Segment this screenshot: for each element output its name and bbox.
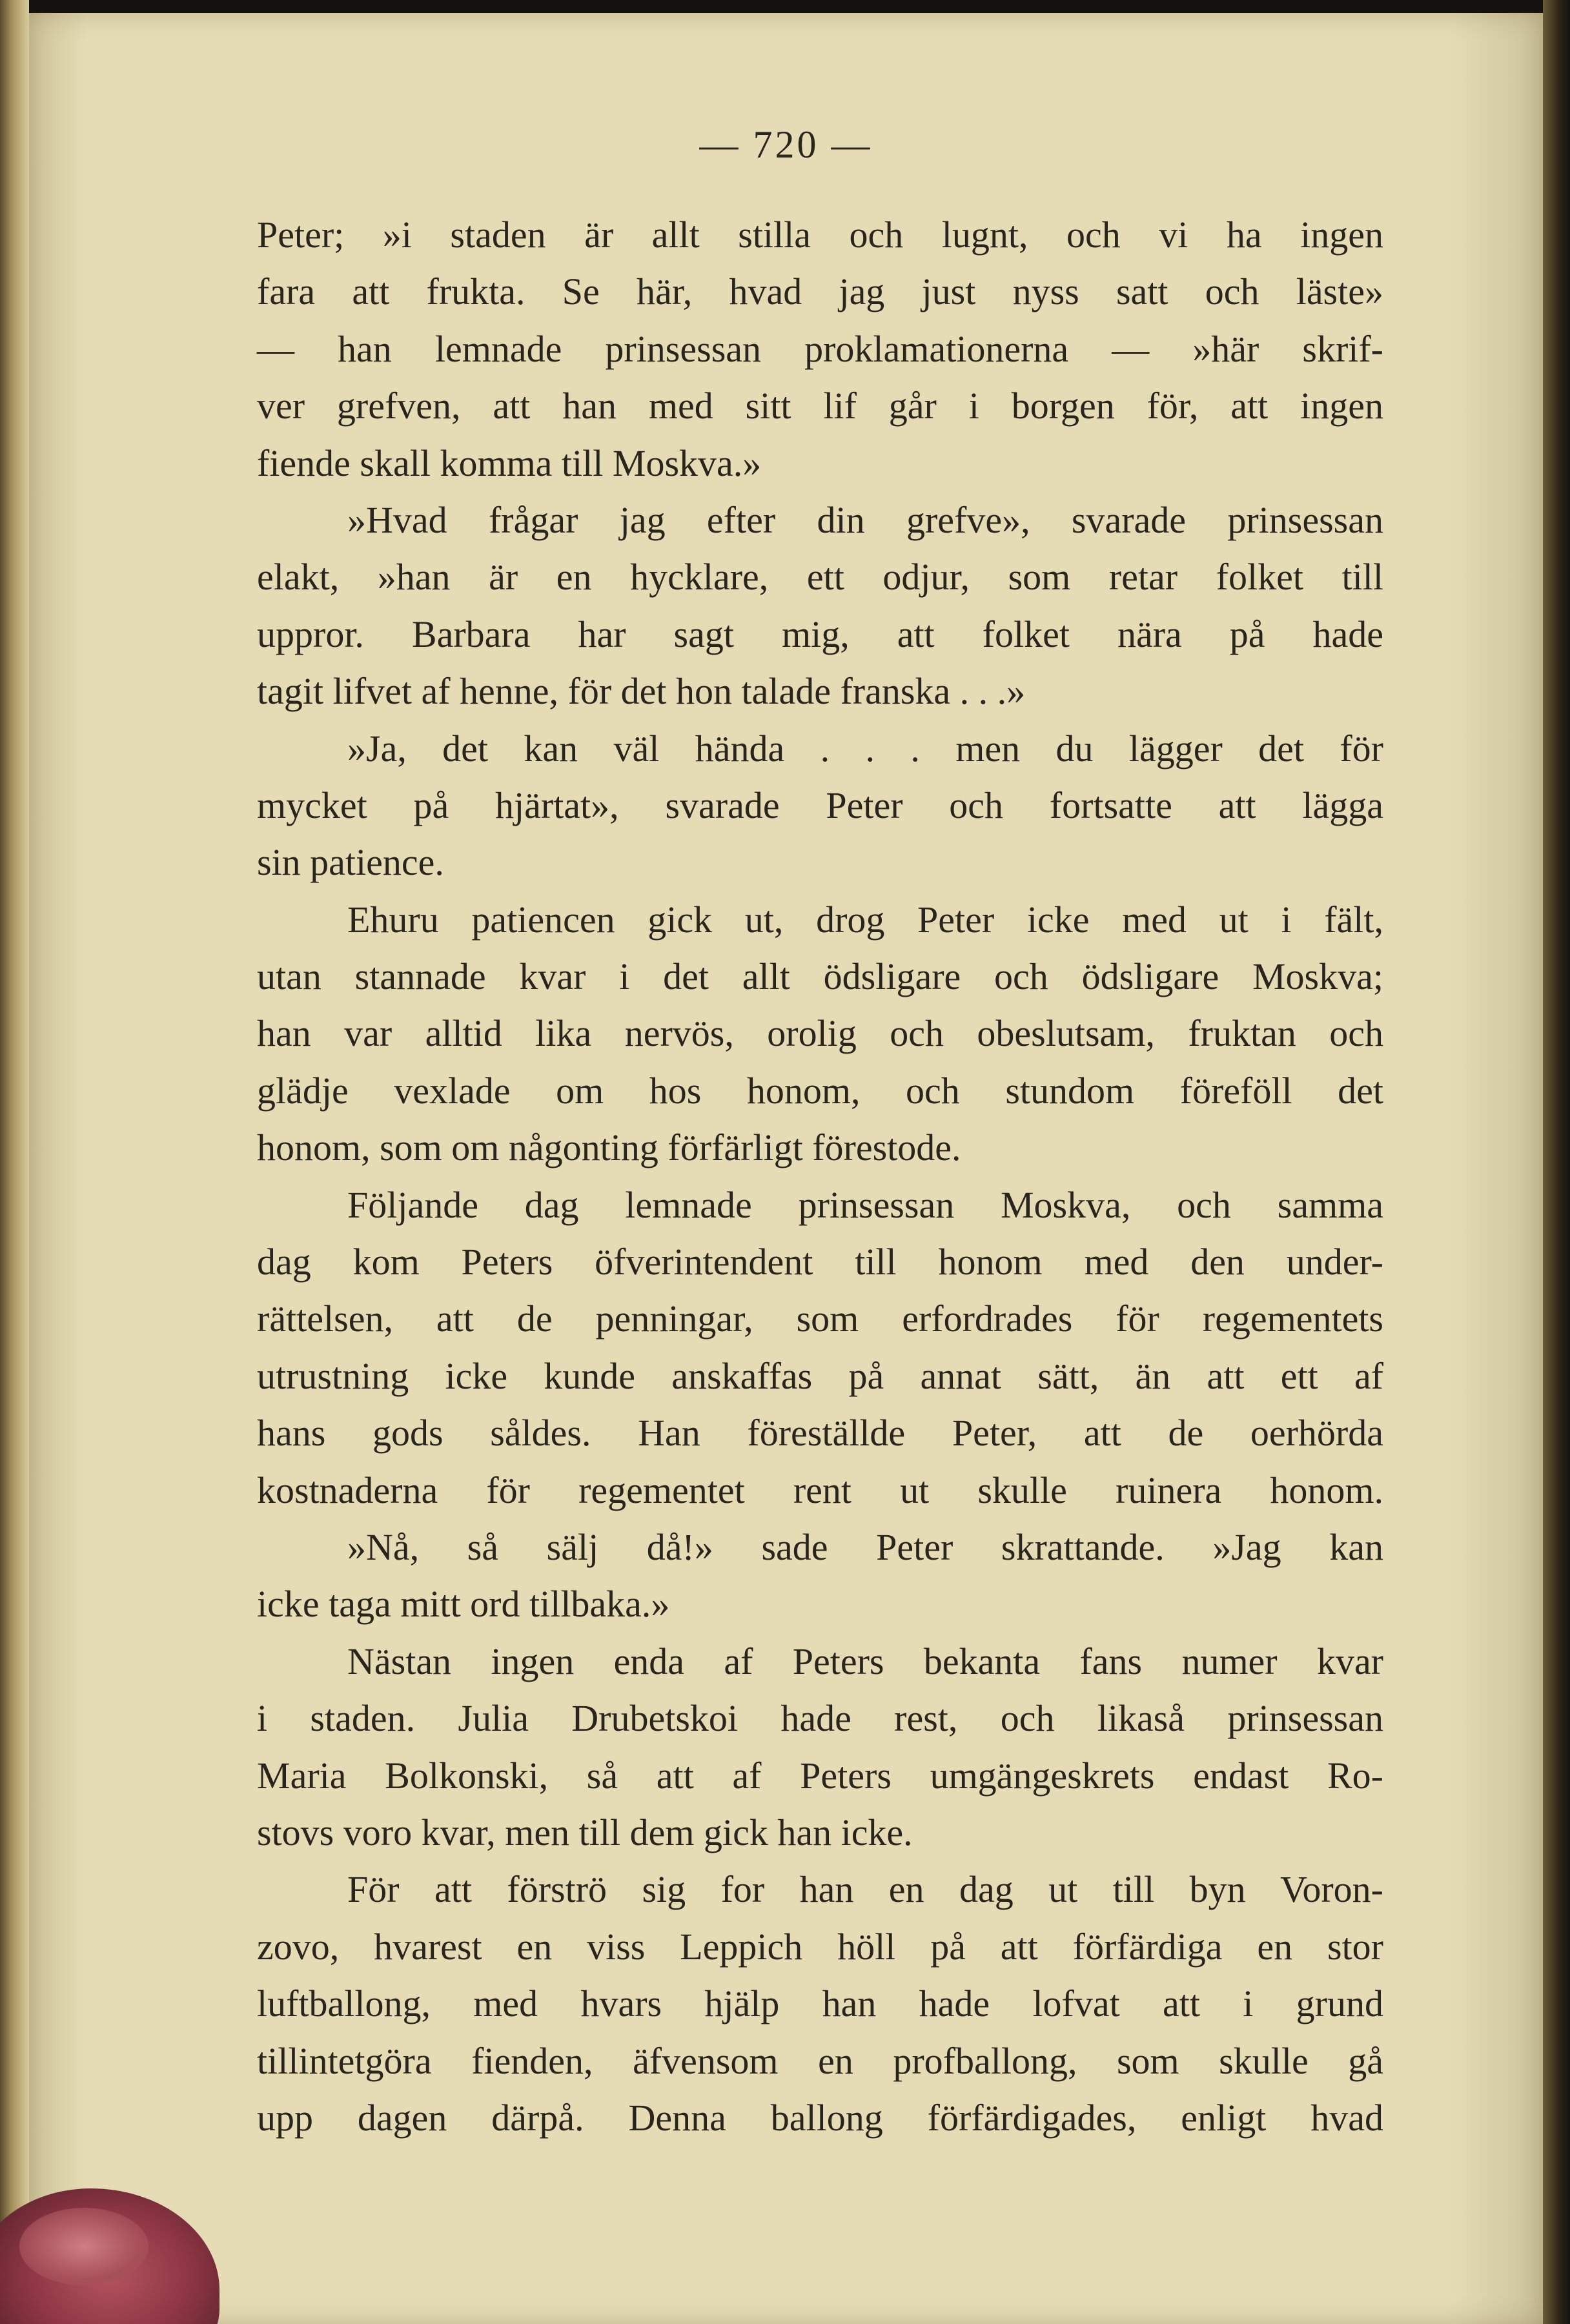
page-number: — 720 — xyxy=(699,123,873,166)
text-line: tagit lifvet af henne, för det hon talade franska . . .» xyxy=(257,670,1026,713)
text-line: mycket på hjärtat», svarade Peter och fortsatte att lägga xyxy=(257,784,1383,826)
text-line: fiende skall komma till Moskva.» xyxy=(257,442,762,484)
text-line: zovo, hvarest en viss Leppich höll på att förfärdiga en stor xyxy=(257,1925,1383,1968)
text-line: honom, som om någonting förfärligt förestode. xyxy=(257,1126,961,1169)
text-line: han var alltid lika nervös, orolig och obeslutsam, fruktan och xyxy=(257,1012,1383,1055)
text-line: utrustning icke kunde anskaffas på annat sätt, än att ett af xyxy=(257,1354,1383,1397)
text-line: Peter; »i staden är allt stilla och lugnt, och vi ha ingen xyxy=(257,214,1383,256)
text-line: elakt, »han är en hycklare, ett odjur, som retar folket till xyxy=(257,556,1383,598)
book-gutter xyxy=(0,0,29,2324)
text-line: Maria Bolkonski, så att af Peters umgängeskrets endast Ro- xyxy=(257,1754,1383,1797)
text-line: Ehuru patiencen gick ut, drog Peter icke med ut i fält, xyxy=(347,898,1383,941)
text-line: »Nå, så sälj då!» sade Peter skrattande. »Jag kan xyxy=(347,1525,1383,1568)
text-line: icke taga mitt ord tillbaka.» xyxy=(257,1583,670,1626)
text-line: sin patience. xyxy=(257,841,444,884)
thumb-highlight xyxy=(19,2208,148,2285)
text-line: stovs voro kvar, men till dem gick han icke. xyxy=(257,1811,913,1853)
text-line: Nästan ingen enda af Peters bekanta fans numer kvar xyxy=(347,1640,1383,1682)
page-edge xyxy=(1543,0,1570,2324)
text-line: — han lemnade prinsessan proklamationerna — »här skrif- xyxy=(257,327,1383,370)
text-line: luftballong, med hvars hjälp han hade lofvat att i grund xyxy=(257,1983,1383,2025)
text-line: utan stannade kvar i det allt ödsligare och ödsligare Moskva; xyxy=(257,955,1383,998)
text-line: »Ja, det kan väl hända . . . men du lägger det för xyxy=(347,727,1383,770)
body-text xyxy=(257,207,1383,2146)
text-line: dag kom Peters öfverintendent till honom med den under- xyxy=(257,1241,1383,1283)
text-line: upp dagen därpå. Denna ballong förfärdigades, enligt hvad xyxy=(257,2096,1383,2139)
text-line: i staden. Julia Drubetskoi hade rest, och likaså prinsessan xyxy=(257,1697,1383,1740)
text-line: »Hvad frågar jag efter din grefve», svarade prinsessan xyxy=(347,498,1383,541)
text-line: uppror. Barbara har sagt mig, att folket nära på hade xyxy=(257,613,1383,655)
text-line: kostnaderna för regementet rent ut skulle ruinera honom. xyxy=(257,1469,1383,1511)
text-line: fara att frukta. Se här, hvad jag just nyss satt och läste» xyxy=(257,270,1383,313)
text-line: rättelsen, att de penningar, som erfordrades för regementets xyxy=(257,1298,1383,1340)
text-line: glädje vexlade om hos honom, och stundom föreföll det xyxy=(257,1069,1383,1112)
text-line: För att förströ sig for han en dag ut till byn Voron- xyxy=(347,1868,1383,1911)
text-line: ver grefven, att han med sitt lif går i borgen för, att ingen xyxy=(257,385,1383,427)
text-line: hans gods såldes. Han föreställde Peter, att de oerhörda xyxy=(257,1412,1383,1454)
text-line: tillintetgöra fienden, äfvensom en profballong, som skulle gå xyxy=(257,2039,1383,2082)
text-line: Följande dag lemnade prinsessan Moskva, och samma xyxy=(347,1183,1383,1226)
